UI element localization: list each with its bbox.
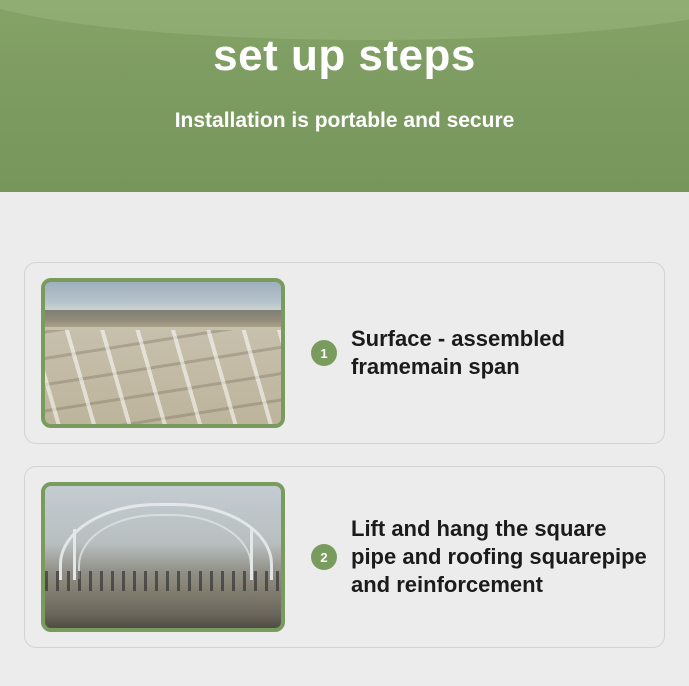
step-description-2: Lift and hang the square pipe and roofing squarepipe and reinforcement bbox=[351, 515, 647, 598]
step-body-1 bbox=[285, 325, 648, 381]
step-number-badge-2: 2 bbox=[311, 544, 337, 570]
page-subtitle: Installation is portable and secure bbox=[174, 109, 515, 133]
step-number-badge-1: 1 bbox=[311, 340, 337, 366]
page-title: set up steps bbox=[213, 31, 476, 80]
step-card-2[interactable] bbox=[24, 466, 665, 648]
step-description-1: Surface - assembled framemain span bbox=[351, 325, 565, 379]
steel-arch-frame-photo bbox=[41, 482, 285, 632]
rooftop-assembled-frame-photo bbox=[41, 278, 285, 428]
step-card-1[interactable] bbox=[24, 262, 665, 444]
page-header bbox=[0, 0, 689, 192]
step-body-2 bbox=[285, 515, 648, 599]
steps-list bbox=[0, 192, 689, 648]
